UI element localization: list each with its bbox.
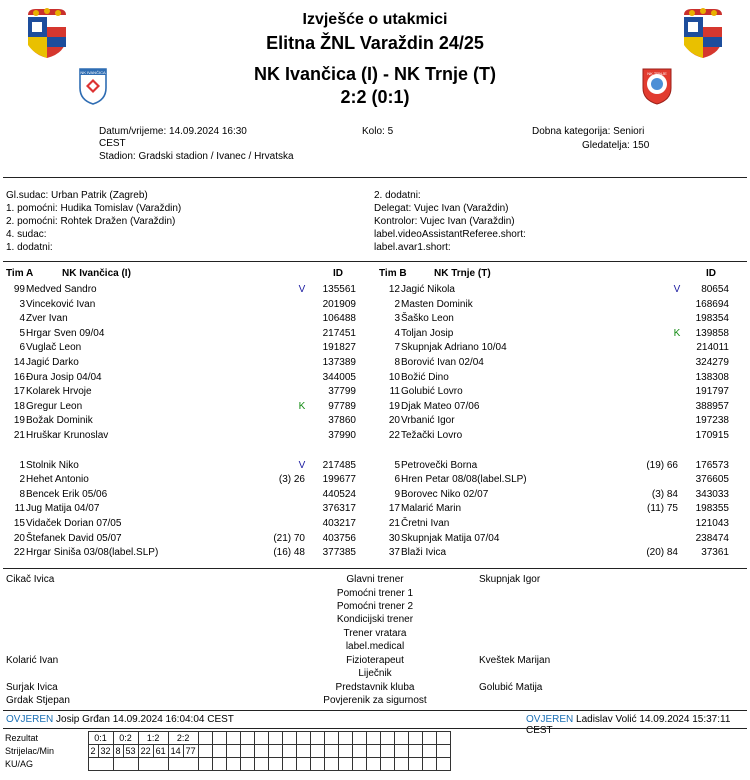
team-a-name: NK Ivančica (I)	[62, 268, 131, 279]
empty-cell	[366, 745, 380, 758]
player-number: 17	[13, 386, 25, 398]
player-row	[0, 429, 375, 444]
player-id: 198355	[695, 503, 729, 515]
player-role-mark: V	[673, 284, 681, 295]
player-id: 197238	[695, 415, 729, 427]
official-line: label.videoAssistantReferee.short:	[374, 229, 526, 240]
player-id: 376317	[322, 503, 356, 515]
verified-by: Josip Grđan 14.09.2024 16:04:04 CEST	[56, 714, 234, 725]
empty-cell	[338, 745, 352, 758]
county-crest-left-icon	[24, 5, 70, 60]
player-row	[0, 341, 375, 356]
staff-role-label: Fizioterapeut	[346, 655, 404, 666]
empty-cell	[198, 732, 212, 745]
official-line: 4. sudac:	[6, 229, 47, 240]
match-title: NK Ivančica (I) - NK Trnje (T)	[253, 64, 497, 84]
player-number: 11	[389, 386, 400, 398]
player-number: 11	[14, 503, 25, 515]
age-category: Dobna kategorija: Seniori	[532, 126, 645, 137]
player-id: 217451	[322, 327, 356, 339]
verification-left	[6, 714, 234, 725]
scorer-cell: 61	[153, 745, 168, 758]
player-row	[0, 283, 375, 298]
player-name: Hrgar Siniša 03/08(label.SLP)	[26, 547, 159, 559]
empty-cell	[212, 732, 226, 745]
staff-role-label: Liječnik	[358, 668, 392, 679]
player-number: 18	[13, 400, 25, 412]
player-row	[373, 283, 748, 298]
empty-cell	[240, 745, 254, 758]
empty-cell	[198, 758, 212, 771]
row-label: KU/AG	[5, 759, 34, 769]
empty-cell	[324, 745, 338, 758]
verified-by: Ladislav Volić 14.09.2024 15:37:11 CEST	[526, 714, 731, 736]
empty-cell	[282, 758, 296, 771]
match-score: 2:2 (0:1)	[340, 87, 410, 107]
player-id: 324279	[695, 357, 729, 368]
player-number: 12	[388, 284, 400, 295]
official-line: 2. dodatni:	[374, 190, 421, 201]
player-name: Težački Lovro	[401, 430, 463, 441]
player-name: Božić Dino	[401, 371, 449, 383]
player-substitution: (3) 84	[651, 488, 678, 500]
player-number: 15	[13, 517, 25, 529]
scorer-cell: 32	[98, 745, 113, 758]
player-id: 138308	[695, 371, 729, 383]
player-name: Djak Mateo 07/06	[401, 400, 480, 412]
player-row	[373, 473, 748, 488]
player-row	[0, 546, 375, 561]
player-name: Golubić Lovro	[401, 386, 463, 398]
player-id: 198354	[695, 313, 729, 325]
player-id: 121043	[695, 517, 729, 529]
player-name: Vrbanić Igor	[401, 415, 455, 427]
empty-cell	[408, 758, 422, 771]
player-name: Hruškar Krunoslav	[26, 430, 109, 441]
official-line: 1. dodatni:	[6, 242, 53, 253]
official-line: Gl.sudac: Urban Patrik (Zagreb)	[6, 190, 148, 201]
report-title: Izvješće o utakmici	[302, 11, 448, 28]
player-id: 440524	[322, 488, 356, 500]
staff-role-label: Predstavnik kluba	[335, 682, 415, 693]
player-id: 238474	[695, 532, 729, 544]
empty-cell	[226, 758, 240, 771]
player-row	[373, 341, 748, 356]
player-number: 99	[13, 284, 25, 295]
player-name: Medved Sandro	[26, 284, 97, 295]
staff-role-label: Glavni trener	[346, 574, 404, 585]
match-timezone: CEST	[99, 138, 126, 149]
empty-cell	[254, 745, 268, 758]
player-name: Jagić Darko	[26, 357, 79, 368]
player-name: Božak Dominik	[26, 415, 93, 427]
empty-cell	[310, 758, 324, 771]
staff-role-label: Povjerenik za sigurnost	[323, 695, 427, 706]
player-substitution: (16) 48	[273, 547, 305, 559]
empty-cell	[268, 758, 282, 771]
match-datetime: Datum/vrijeme: 14.09.2024 16:30	[99, 126, 247, 137]
home-physio: Kolarić Ivan	[6, 655, 59, 666]
player-row	[0, 473, 375, 488]
player-row	[373, 502, 748, 517]
player-number: 6	[19, 342, 25, 354]
player-number: 5	[19, 327, 25, 339]
empty-cell	[380, 758, 394, 771]
player-name: Šaško Leon	[401, 313, 454, 325]
empty-cell	[422, 758, 436, 771]
player-name: Skupnjak Adriano 10/04	[401, 342, 507, 354]
player-row	[373, 429, 748, 444]
home-logo-text: NK IVANČICA	[80, 70, 106, 75]
player-id: 135561	[322, 284, 356, 295]
player-row	[373, 517, 748, 532]
player-name: Bencek Erik 05/06	[26, 488, 108, 500]
player-id: 403756	[322, 532, 356, 544]
player-role-mark: V	[298, 459, 306, 471]
player-substitution: (11) 75	[647, 503, 678, 515]
staff-role-label: Pomoćni trener 1	[336, 588, 414, 599]
empty-cell	[282, 732, 296, 745]
player-id: 37361	[701, 547, 729, 559]
empty-cell	[352, 745, 366, 758]
player-row	[0, 459, 375, 474]
scorer-cell: 2	[88, 745, 98, 758]
player-number: 6	[394, 474, 400, 486]
officials-right	[374, 189, 526, 254]
player-name: Štefanek David 05/07	[26, 532, 122, 544]
player-id: 37860	[328, 415, 356, 427]
official-line: 1. pomoćni: Hudika Tomislav (Varaždin)	[6, 203, 182, 214]
player-number: 8	[394, 357, 400, 368]
score-table	[3, 731, 451, 771]
scorer-cell: 22	[138, 745, 153, 758]
player-number: 7	[394, 342, 400, 354]
player-number: 22	[13, 547, 25, 559]
empty-cell	[324, 758, 338, 771]
verified-status: OVJEREN	[526, 714, 574, 725]
empty-cell	[254, 732, 268, 745]
player-number: 17	[388, 503, 400, 515]
scorer-cell: 77	[183, 745, 198, 758]
player-name: Masten Dominik	[401, 298, 473, 310]
empty-cell	[352, 732, 366, 745]
player-id: 106488	[322, 313, 356, 325]
player-row	[373, 312, 748, 327]
scorer-cell: 53	[123, 745, 138, 758]
player-name: Blaži Ivica	[401, 547, 447, 559]
player-row	[0, 312, 375, 327]
player-id: 139858	[695, 327, 729, 339]
staff-role-label: Trener vratara	[343, 628, 407, 639]
empty-cell	[198, 745, 212, 758]
player-name: Đura Josip 04/04	[26, 371, 102, 383]
row-label: Rezultat	[5, 733, 39, 743]
player-name: Hehet Antonio	[26, 474, 89, 486]
player-row	[0, 517, 375, 532]
empty-cell	[310, 732, 324, 745]
player-row	[373, 356, 748, 371]
empty-cell	[212, 758, 226, 771]
player-id: 199677	[322, 474, 356, 486]
player-number: 9	[394, 488, 400, 500]
player-row	[0, 502, 375, 517]
player-id: 191827	[322, 342, 356, 354]
spectators: Gledatelja: 150	[582, 140, 650, 151]
player-name: Čretni Ivan	[401, 517, 450, 529]
player-number: 3	[394, 313, 400, 325]
player-id: 37799	[328, 386, 356, 398]
player-name: Jug Matija 04/07	[26, 503, 100, 515]
home-head-coach: Cikač Ivica	[6, 574, 55, 585]
player-substitution: (3) 26	[278, 474, 305, 486]
verification-right	[526, 714, 750, 736]
empty-cell	[296, 745, 310, 758]
player-name: Hren Petar 08/08(label.SLP)	[401, 474, 527, 486]
official-line: label.avar1.short:	[374, 242, 451, 253]
result-cell: 1:2	[138, 732, 168, 745]
empty-cell	[296, 732, 310, 745]
player-substitution: (19) 66	[646, 459, 678, 471]
player-number: 1	[19, 459, 25, 471]
empty-cell	[324, 732, 338, 745]
player-row	[373, 414, 748, 429]
player-name: Borovec Niko 02/07	[401, 488, 489, 500]
team-b-label: Tim B	[379, 268, 407, 279]
player-id: 343033	[695, 488, 729, 500]
away-club-logo-icon	[641, 66, 673, 106]
player-id: 344005	[322, 371, 356, 383]
empty-cell	[366, 732, 380, 745]
empty-cell	[240, 732, 254, 745]
player-id: 37990	[328, 430, 356, 441]
player-role-mark: K	[673, 327, 681, 339]
away-logo-text: NK TRNJE	[647, 71, 667, 76]
player-number: 4	[19, 313, 25, 325]
player-id: 201909	[322, 298, 356, 310]
player-row	[373, 400, 748, 415]
empty-cell	[338, 732, 352, 745]
empty-cell	[212, 745, 226, 758]
home-club-rep: Surjak Ivica	[6, 682, 58, 693]
empty-cell	[436, 758, 450, 771]
player-id: 214011	[696, 342, 729, 354]
player-number: 30	[388, 532, 400, 544]
home-security: Grdak Stjepan	[6, 695, 70, 706]
player-id: 170915	[695, 430, 729, 441]
player-name: Kolarek Hrvoje	[26, 386, 92, 398]
staff-role-label: Pomoćni trener 2	[336, 601, 414, 612]
player-name: Borović Ivan 02/04	[401, 357, 484, 368]
player-number: 14	[13, 357, 25, 368]
player-id: 97789	[328, 400, 356, 412]
team-a-label: Tim A	[6, 268, 34, 279]
player-role-mark: K	[298, 400, 306, 412]
player-row	[373, 327, 748, 342]
player-number: 10	[388, 371, 400, 383]
player-number: 2	[394, 298, 400, 310]
player-number: 3	[19, 298, 25, 310]
empty-cell	[394, 732, 408, 745]
player-row	[373, 532, 748, 547]
player-name: Vinceković Ivan	[26, 298, 96, 310]
empty-cell	[408, 732, 422, 745]
player-number: 19	[13, 415, 25, 427]
away-club-rep: Golubić Matija	[479, 682, 543, 693]
player-number: 19	[388, 400, 400, 412]
empty-cell	[394, 745, 408, 758]
player-name: Toljan Josip	[401, 327, 454, 339]
empty-cell	[422, 732, 436, 745]
empty-cell	[436, 732, 450, 745]
empty-cell	[282, 745, 296, 758]
county-crest-right-icon	[680, 5, 726, 60]
empty-cell	[310, 745, 324, 758]
match-round: Kolo: 5	[362, 126, 394, 137]
player-id: 403217	[322, 517, 356, 529]
away-physio: Kveštek Marijan	[479, 655, 551, 666]
player-name: Hrgar Sven 09/04	[26, 327, 105, 339]
player-number: 21	[388, 517, 400, 529]
result-cell: 2:2	[168, 732, 198, 745]
player-number: 2	[19, 474, 25, 486]
official-line: Kontrolor: Vujec Ivan (Varaždin)	[374, 216, 515, 227]
player-number: 37	[388, 547, 400, 559]
result-cell: 0:2	[113, 732, 138, 745]
player-number: 4	[394, 327, 400, 339]
player-row	[373, 459, 748, 474]
player-number: 8	[19, 488, 25, 500]
player-number: 20	[13, 532, 25, 544]
player-number: 22	[388, 430, 400, 441]
player-id: 176573	[695, 459, 729, 471]
official-line: Delegat: Vujec Ivan (Varaždin)	[374, 203, 509, 214]
player-substitution: (20) 84	[646, 547, 678, 559]
empty-cell	[408, 745, 422, 758]
player-row	[0, 488, 375, 503]
empty-cell	[268, 745, 282, 758]
player-row	[0, 327, 375, 342]
empty-cell	[338, 758, 352, 771]
staff-role-label: label.medical	[345, 641, 405, 652]
home-club-logo-icon	[78, 66, 108, 106]
player-id: 377385	[322, 547, 356, 559]
empty-cell	[168, 758, 198, 771]
player-row	[0, 414, 375, 429]
empty-cell	[380, 745, 394, 758]
player-id: 191797	[695, 386, 729, 398]
player-number: 20	[388, 415, 400, 427]
player-row	[373, 385, 748, 400]
player-name: Stolnik Niko	[26, 459, 79, 471]
team-b-id-header: ID	[706, 268, 716, 279]
scorer-cell: 14	[168, 745, 183, 758]
player-number: 16	[13, 371, 25, 383]
verified-status: OVJEREN	[6, 714, 54, 725]
empty-cell	[240, 758, 254, 771]
player-row	[0, 356, 375, 371]
away-head-coach: Skupnjak Igor	[479, 574, 541, 585]
player-row	[373, 546, 748, 561]
team-b-name: NK Trnje (T)	[434, 268, 491, 279]
player-id: 217485	[322, 459, 356, 471]
empty-cell	[352, 758, 366, 771]
player-name: Vidaček Dorian 07/05	[26, 517, 122, 529]
player-id: 168694	[695, 298, 729, 310]
player-number: 21	[13, 430, 25, 441]
empty-cell	[138, 758, 168, 771]
player-row	[0, 532, 375, 547]
staff-role-label: Kondicijski trener	[336, 614, 414, 625]
empty-cell	[366, 758, 380, 771]
empty-cell	[226, 732, 240, 745]
player-number: 5	[394, 459, 400, 471]
row-label: Strijelac/Min	[5, 746, 55, 756]
player-row	[0, 400, 375, 415]
player-row	[0, 371, 375, 386]
official-line: 2. pomoćni: Rohtek Dražen (Varaždin)	[6, 216, 176, 227]
empty-cell	[226, 745, 240, 758]
player-name: Vuglač Leon	[26, 342, 82, 354]
player-row	[0, 385, 375, 400]
player-name: Skupnjak Matija 07/04	[401, 532, 500, 544]
player-id: 137389	[322, 357, 356, 368]
player-row	[373, 298, 748, 313]
empty-cell	[436, 745, 450, 758]
empty-cell	[88, 758, 113, 771]
player-row	[0, 298, 375, 313]
player-name: Jagić Nikola	[401, 284, 455, 295]
player-id: 80654	[701, 284, 729, 295]
player-name: Zver Ivan	[26, 313, 68, 325]
team-a-id-header: ID	[333, 268, 343, 279]
player-id: 388957	[695, 400, 729, 412]
league-title: Elitna ŽNL Varaždin 24/25	[266, 33, 484, 53]
player-substitution: (21) 70	[273, 532, 305, 544]
player-row	[373, 488, 748, 503]
player-name: Malarić Marin	[401, 503, 462, 515]
player-id: 376605	[695, 474, 729, 486]
empty-cell	[254, 758, 268, 771]
player-row	[373, 371, 748, 386]
scorer-cell: 8	[113, 745, 123, 758]
player-role-mark: V	[298, 284, 306, 295]
empty-cell	[422, 745, 436, 758]
empty-cell	[394, 758, 408, 771]
empty-cell	[296, 758, 310, 771]
empty-cell	[113, 758, 138, 771]
officials-left	[6, 189, 181, 254]
result-cell: 0:1	[88, 732, 113, 745]
player-name: Gregur Leon	[26, 400, 83, 412]
player-name: Petrovečki Borna	[401, 459, 478, 471]
match-stadium: Stadion: Gradski stadion / Ivanec / Hrvatska	[99, 151, 294, 162]
empty-cell	[380, 732, 394, 745]
empty-cell	[268, 732, 282, 745]
